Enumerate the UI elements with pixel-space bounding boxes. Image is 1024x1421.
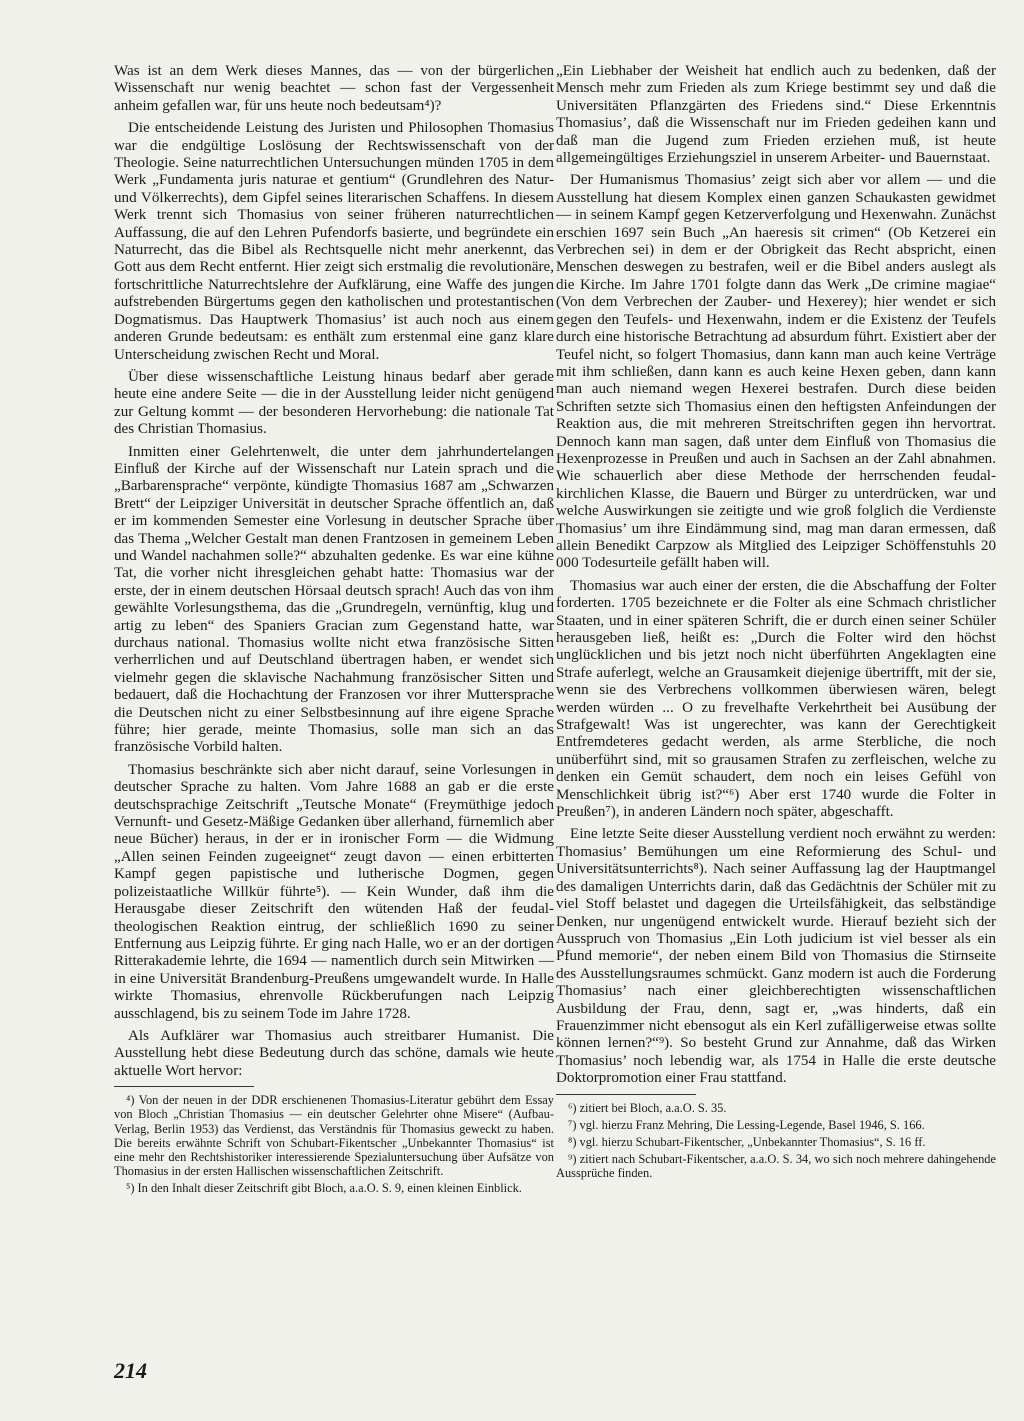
page-number: 214: [114, 1358, 147, 1383]
right-column: [556, 63, 996, 1184]
body-paragraph: Als Aufklärer war Thomasius auch streitbarer Humanist. Die Ausstellung hebt diese Bedeutung durch das schöne, damals wie heute aktuelle Wort hervor:: [114, 1027, 554, 1079]
body-paragraph: Was ist an dem Werk dieses Mannes, das — von der bürgerlichen Wissenschaft nur wenig beachtet — schon fast der Vergessenheit anheim gefallen war, für uns heute noch bedeutsam⁴)?: [114, 63, 554, 114]
footnote: ⁷) vgl. hierzu Franz Mehring, Die Lessing-Legende, Basel 1946, S. 166.: [568, 1117, 925, 1132]
body-paragraph: Thomasius beschränkte sich aber nicht darauf, seine Vorlesungen in deutscher Sprache zu halten. Vom Jahre 1688 an gab er die erste deutschsprachige Zeitschrift „Teutsche Monate“ (Freymüthige jedoch Vernunft- und Gesetz-Mäßige Gedanken über allerhand, fürnemlich aber neue Bücher) heraus, in der er in ironischer Form — die Widmung „Allen seinen Feinden zugeeignet“ zeugt davon — einen erbitterten Kampf gegen papistische und lutherische Dogmen, gegen polizeistaatliche Willkür führte⁵). — Kein Wunder, daß ihm die Herausgabe dieser Zeitschrift den wütenden Haß der feudal-theologischen Reaktion eintrug, der schließlich 1690 zu seiner Entfernung aus Leipzig führte. Er ging nach Halle, wo er an der dortigen Ritterakademie lehrte, die 1694 — namentlich durch sein Mitwirken — in eine Universität Brandenburg-Preußens umgewandelt wurde. In Halle wirkte Thomasius, ehrenvolle Rückberufungen nach Leipzig ausschlagend, bis zu seinem Tode im Jahre 1728.: [114, 761, 554, 1022]
body-paragraph: Thomasius war auch einer der ersten, die die Abschaffung der Folter forderten. 1705 bezeichnete er die Folter als eine Schmach christlicher Staaten, und in einer späteren Schrift, die er durch einen seiner Schüler herausgeben ließ, heißt es: „Durch die Folter wird den höchst unglücklichen und bis jetzt noch nicht überführten Angeklagten eine Strafe auferlegt, welche an Grausamkeit diejenige übertrifft, mit der sie, wenn sie des Verbrechens vollkommen überwiesen wären, belegt werden würden ... O zu frevelhafte Verkehrtheit bei Ausübung der Strafgewalt! Was ist ungerechter, was kann der Gerechtigkeit Entfremdeteres gedacht werden, als arme Sterbliche, die noch unüberführt sind, mit so grausamen Strafen zu zerfleischen, welche zu denken ein Gemüt schaudert, dem noch ein leises Gefühl von Menschlichkeit übrig ist?“⁶) Aber erst 1740 wurde die Folter in Preußen⁷), in anderen Ländern noch später, abgeschafft.: [556, 577, 996, 821]
footnote: ⁸) vgl. hierzu Schubart-Fikentscher, „Unbekannter Thomasius“, S. 16 ff.: [568, 1134, 926, 1149]
footnote-divider: [556, 1094, 696, 1095]
footnote-divider: [114, 1086, 254, 1087]
body-paragraph: Die entscheidende Leistung des Juristen und Philosophen Thomasius war die endgültige Loslösung der Rechtswissenschaft von der Theologie. Seine naturrechtlichen Untersuchungen münden 1705 in dem Werk „Fundamenta juris naturae et gentium“ (Grundlehren des Natur- und Völkerrechts), dem Gipfel seines literarischen Schaffens. In diesem Werk trennt sich Thomasius von seiner früheren naturrechtlichen Auffassung, die auf den Lehren Pufendorfs basierte, und begründete ein Naturrecht, das die Bibel als Rechtsquelle nicht mehr anerkennt, das Gott aus dem Recht entfernt. Hier zeigt sich erstmalig die revolutionäre, fortschrittliche Naturrechtslehre der Aufklärung, eine Waffe des jungen aufstrebenden Bürgertums gegen den katholischen und protestantischen Dogmatismus. Das Hauptwerk Thomasius’ ist auch noch aus einem anderen Grunde bedeutsam: es enthält zum erstenmal eine ganz klare Unterscheidung zwischen Recht und Moral.: [114, 120, 554, 363]
body-paragraph: Eine letzte Seite dieser Ausstellung verdient noch erwähnt zu werden: Thomasius’ Bemühungen um eine Reformierung des Schul- und Universitätsunterrichts⁸). Nach seiner Auffassung lag der Hauptmangel des damaligen Unterrichts darin, daß das Gedächtnis der Schüler mit zu viel Stoff belastet und dagegen die Urteilsfähigkeit, das selbständige Denken, nur ungenügend entwickelt wurde. Hierauf bezieht sich der Ausspruch von Thomasius „Ein Loth judicium ist viel besser als ein Pfund memorie“, der neben einem Bild von Thomasius die Stirnseite des Ausstellungsraumes schmückt. Ganz modern ist auch die Forderung Thomasius’ nach einer gleichberechtigten wissenschaftlichen Ausbildung der Frau, denn, sagt er, „was hinderts, daß ein Frauenzimmer nicht ebensogut als ein Kerl zufälligerweise etwas sollte können lernen?“⁹). So besteht Grund zur Annahme, daß das Wirken Thomasius’ noch lebendig war, als 1754 in Halle die erste deutsche Doktorpromotion einer Frau stattfand.: [556, 826, 996, 1087]
body-paragraph: „Ein Liebhaber der Weisheit hat endlich auch zu bedenken, daß der Mensch mehr zum Frieden als zum Kriege bestimmt sey und daß die Universitäten Pflanzgärten des Friedens sind.“ Diese Erkenntnis Thomasius’, daß die Wissenschaft nur im Frieden gedeihen kann und daß man die Jugend zum Frieden erziehen muß, ist heute allgemeingültiges Erziehungsziel in unserem Arbeiter- und Bauernstaat.: [556, 63, 996, 167]
footnote: ⁹) zitiert nach Schubart-Fikentscher, a.a.O. S. 34, wo sich noch mehrere dahingehende Aussprüche finden.: [556, 1152, 996, 1181]
left-column: [114, 63, 554, 1199]
footnote: ⁵) In den Inhalt dieser Zeitschrift gibt Bloch, a.a.O. S. 9, einen kleinen Einblick.: [126, 1181, 522, 1196]
body-paragraph: Inmitten einer Gelehrtenwelt, die unter dem jahrhundertelangen Einfluß der Kirche auf der Wissenschaft nur Latein sprach und die „Barbarensprache“ verpönte, kündigte Thomasius 1687 am „Schwarzen Brett“ der Leipziger Universität in deutscher Sprache öffentlich an, daß er im kommenden Semester eine Vorlesung in deutscher Sprache über das Thema „Welcher Gestalt man denen Frantzosen in gemeinem Leben und Wandel nachahmen solle?“ abzuhalten gedenke. Es war eine kühne Tat, die vorher nicht ihresgleichen gehabt hatte: Thomasius war der erste, der in einem deutschen Hörsaal deutsch sprach! Auch das von ihm gewählte Vorlesungsthema, das die „Grundregeln, vernünftig, klug und artig zu leben“ des Spaniers Gracian zum Gegenstand hatte, war durchaus national. Thomasius wollte nicht etwa französische Sitten verherrlichen und auf Deutschland übertragen haben, er wendet sich vielmehr gegen die sklavische Nachahmung französischer Sitten und bedauert, daß die Hochachtung der Franzosen vor ihrer Muttersprache die Deutschen nicht zu einer Selbstbesinnung auf ihre eigene Sprache führe; hier gerade, meinte Thomasius, solle man sich an das französische Vorbild halten.: [114, 443, 554, 756]
footnote: ⁴) Von der neuen in der DDR erschienenen Thomasius-Literatur gebührt dem Essay von Bloch „Christian Thomasius — ein deutscher Gelehrter ohne Misere“ (Aufbau-Verlag, Berlin 1953) das Verdienst, das Verständnis für Thomasius geweckt zu haben. Die bereits erwähnte Schrift von Schubart-Fikentscher „Unbekannter Thomasius“ ist eine mehr den Rechtshistoriker interessierende Spezialuntersuchung über Aufsätze von Thomasius in der ersten Hallischen wissenschaftlichen Zeitschrift.: [114, 1093, 554, 1179]
footnote: ⁶) zitiert bei Bloch, a.a.O. S. 35.: [568, 1100, 727, 1115]
body-paragraph: Über diese wissenschaftliche Leistung hinaus bedarf aber gerade heute eine andere Seite — die in der Ausstellung leider nicht genügend zur Geltung kommt — der besonderen Hervorhebung: die nationale Tat des Christian Thomasius.: [114, 368, 554, 438]
body-paragraph: Der Humanismus Thomasius’ zeigt sich aber vor allem — und die Ausstellung hat diesem Komplex einen ganzen Schaukasten gewidmet — in seinem Kampf gegen Ketzerverfolgung und Hexenwahn. Zunächst erschien 1697 sein Buch „An haeresis sit crimen“ (Ob Ketzerei ein Verbrechen sei) in dem er der Obrigkeit das Recht abspricht, einen Menschen deswegen zu bestrafen, weil er die Bibel anders auslegt als die Kirche. Im Jahre 1701 folgte dann das Werk „De crimine magiae“ (Von dem Verbrechen der Zauber- und Hexerey); hier wendet er sich gegen den Teufels- und Hexenwahn, indem er die Existenz der Teufels durch eine historische Betrachtung ad absurdum führt. Existiert aber der Teufel nicht, so folgert Thomasius, dann kann man auch keine Verträge mit ihm schließen, dann kann es auch keine Hexen geben, dann kann man auch niemand wegen Hexerei bestrafen. Durch diese beiden Schriften setzte sich Thomasius einen den heftigsten Anfeindungen der Reaktion aus, die mit mehreren Streitschriften gegen ihn hervortrat. Dennoch kann man sagen, daß unter dem Einfluß von Thomasius die Hexenprozesse in Preußen und auch in Sachsen an der Zahl abnahmen. Wie schauerlich aber diese Methode der herrschenden feudal-kirchlichen Klasse, die Bauern und Bürger zu unterdrücken, war und welche Auswirkungen sie zeitigte und wie groß folglich die Verdienste Thomasius’ um ihre Eindämmung sind, mag man daran ermessen, daß allein Benedikt Carpzow als Mitglied des Leipziger Schöffenstuhls 20 000 Todesurteile gefällt haben will.: [556, 172, 996, 572]
